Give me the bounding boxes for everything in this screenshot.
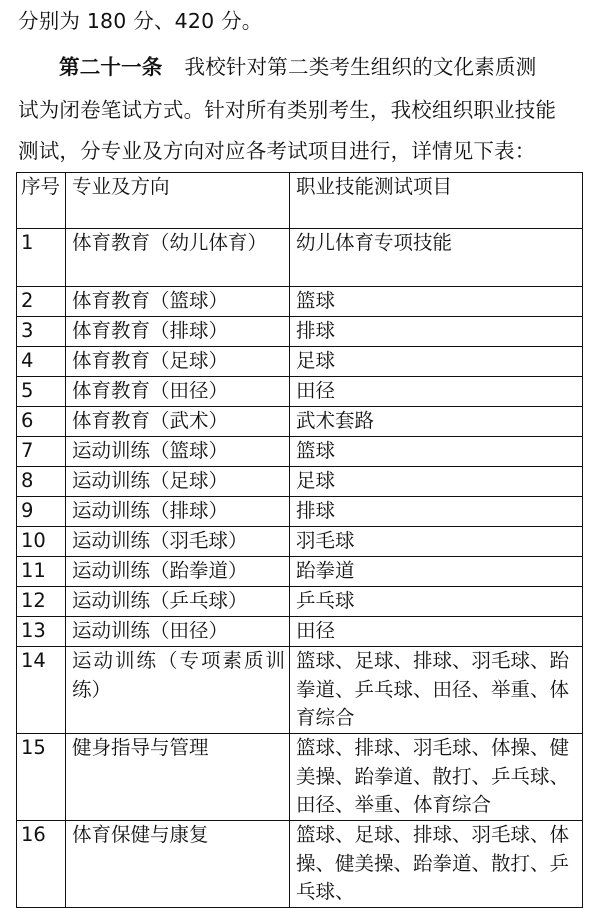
row-no-cell: 11 — [17, 557, 66, 587]
row-no-cell: 7 — [17, 437, 66, 467]
row-test-cell: 跆拳道 — [290, 557, 583, 587]
row-major-cell: 运动训练（排球） — [66, 497, 290, 527]
row-no-cell: 14 — [17, 647, 66, 734]
article-text-line-3: 试为闭卷笔试方式。针对所有类别考生，我校组织职业技能 — [18, 98, 557, 122]
row-test-cell: 排球 — [290, 317, 583, 347]
article-text-line-2: 我校针对第二类考生组织的文化素质测 — [184, 55, 537, 79]
row-major-cell: 体育教育（武术） — [66, 407, 290, 437]
article-text-line-4: 测试，分专业及方向对应各考试项目进行，详情见下表： — [18, 139, 536, 163]
table-row — [17, 467, 583, 497]
header-no: 序号 — [17, 173, 66, 229]
table-row — [17, 317, 583, 347]
exam-items-table — [16, 172, 583, 908]
row-no-cell: 13 — [17, 617, 66, 647]
header-major: 专业及方向 — [66, 173, 290, 229]
table-row — [17, 377, 583, 407]
table-row — [17, 229, 583, 287]
row-no-cell: 9 — [17, 497, 66, 527]
row-major-cell: 健身指导与管理 — [66, 734, 290, 821]
row-major-cell: 运动训练（跆拳道） — [66, 557, 290, 587]
table-row — [17, 437, 583, 467]
row-no-cell: 6 — [17, 407, 66, 437]
intro-line-1: 分别为 180 分、420 分。 — [18, 9, 263, 33]
row-test-cell: 足球 — [290, 347, 583, 377]
row-test-cell: 篮球、足球、排球、羽毛球、体操、健美操、跆拳道、散打、乒乓球、 — [290, 821, 583, 908]
row-major-cell: 运动训练（乒乓球） — [66, 587, 290, 617]
row-no-cell: 3 — [17, 317, 66, 347]
row-no-cell: 15 — [17, 734, 66, 821]
row-no-cell: 2 — [17, 287, 66, 317]
article-label: 第二十一条 — [59, 55, 163, 79]
row-test-cell: 篮球 — [290, 287, 583, 317]
row-test-cell: 羽毛球 — [290, 527, 583, 557]
row-test-cell: 幼儿体育专项技能 — [290, 229, 583, 287]
table-row — [17, 647, 583, 734]
row-no-cell: 12 — [17, 587, 66, 617]
row-no-cell: 5 — [17, 377, 66, 407]
article-paragraph-start — [18, 52, 581, 82]
table-row — [17, 497, 583, 527]
row-no-cell: 8 — [17, 467, 66, 497]
row-major-cell: 运动训练（专项素质训练） — [66, 647, 290, 734]
table-row — [17, 347, 583, 377]
row-major-cell: 体育教育（田径） — [66, 377, 290, 407]
table-row — [17, 734, 583, 821]
row-no-cell: 10 — [17, 527, 66, 557]
table-row — [17, 617, 583, 647]
row-test-cell: 武术套路 — [290, 407, 583, 437]
row-test-cell: 篮球 — [290, 437, 583, 467]
row-major-cell: 体育教育（篮球） — [66, 287, 290, 317]
row-major-cell: 体育教育（排球） — [66, 317, 290, 347]
table-row — [17, 287, 583, 317]
row-major-cell: 体育教育（足球） — [66, 347, 290, 377]
row-major-cell: 运动训练（田径） — [66, 617, 290, 647]
row-no-cell: 1 — [17, 229, 66, 287]
table-row — [17, 821, 583, 908]
row-major-cell: 运动训练（篮球） — [66, 437, 290, 467]
table-row — [17, 527, 583, 557]
table-header-row — [17, 173, 583, 229]
row-major-cell: 体育教育（幼儿体育） — [66, 229, 290, 287]
row-no-cell: 4 — [17, 347, 66, 377]
row-major-cell: 体育保健与康复 — [66, 821, 290, 908]
row-test-cell: 田径 — [290, 377, 583, 407]
row-major-cell: 运动训练（足球） — [66, 467, 290, 497]
row-test-cell: 篮球、足球、排球、羽毛球、跆拳道、乒乓球、田径、举重、体育综合 — [290, 647, 583, 734]
row-test-cell: 排球 — [290, 497, 583, 527]
table-row — [17, 557, 583, 587]
row-no-cell: 16 — [17, 821, 66, 908]
table-row — [17, 407, 583, 437]
row-test-cell: 篮球、排球、羽毛球、体操、健美操、跆拳道、散打、乒乓球、田径、举重、体育综合 — [290, 734, 583, 821]
row-test-cell: 足球 — [290, 467, 583, 497]
row-test-cell: 乒乓球 — [290, 587, 583, 617]
table-row — [17, 587, 583, 617]
row-test-cell: 田径 — [290, 617, 583, 647]
row-major-cell: 运动训练（羽毛球） — [66, 527, 290, 557]
header-test: 职业技能测试项目 — [290, 173, 583, 229]
